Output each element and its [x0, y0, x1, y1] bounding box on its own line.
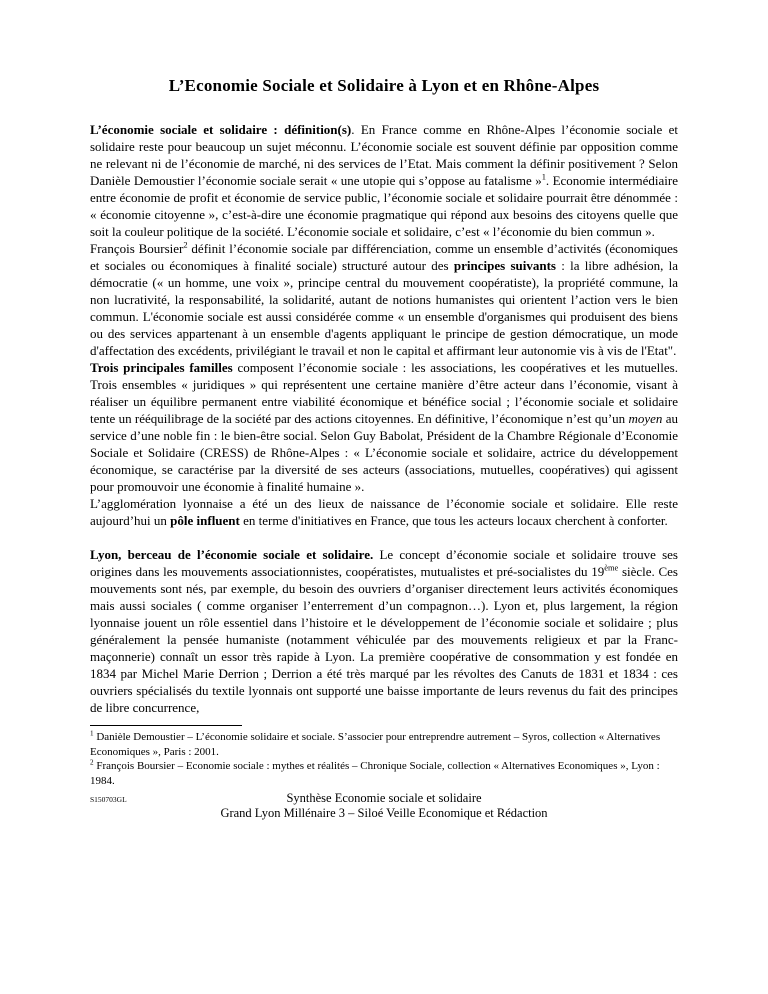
text-run: . En France comme en Rhône-Alpes l’économie sociale et solidaire reste pour beaucoup un sujet méconnu. L’économie sociale est souvent définie par opposition comme ne relevant ni de l’économie de marché, ni des services de l’Etat. Mais comment la définir positivement ? Selon Danièle Demoustier l’économie sociale serait « une utopie qui s’oppose au fatalisme »: [90, 122, 678, 188]
paragraph-agglomeration-lyonnaise: [90, 495, 678, 529]
text-run: Lyon, berceau de l’économie sociale et solidaire.: [90, 547, 374, 562]
text-run: composent l’économie sociale : les associations, les coopératives et les mutuelles. Trois ensembles « juridiques » qui représentent une certaine manière d’être acteur dans l’économie, visant à réaliser un équilibre permanent entre viabilité économique et bénéfice social ; l’économie sociale et solidaire tente un rééquilibrage de la société par des actions citoyennes. En définitive, l’économique n’est qu’un: [90, 360, 678, 426]
text-run: ème: [604, 562, 619, 573]
page-footer: [90, 791, 678, 821]
text-run: L’économie sociale et solidaire : définition(s): [90, 122, 352, 137]
text-run: Le concept d’économie sociale et solidaire trouve ses origines dans les mouvements associationnistes, coopératistes, mutualistes et pré-socialistes du 19: [90, 547, 678, 579]
footnotes-section: [90, 730, 678, 788]
footnote-2: [90, 759, 678, 788]
paragraph-trois-familles: [90, 359, 678, 495]
text-run: François Boursier – Economie sociale : mythes et réalités – Chronique Sociale, collection « Alternatives Economiques », Lyon : 1984.: [90, 760, 660, 787]
document-reference: S150703GL: [90, 795, 127, 804]
text-run: pôle influent: [170, 513, 240, 528]
footnote-1: [90, 730, 678, 759]
text-run: François Boursier: [90, 241, 184, 256]
text-run: principes suivants: [453, 258, 556, 273]
document-body: [90, 121, 678, 716]
text-run: siècle. Ces mouvements sont nés, par exemple, du besoin des ouvriers d’organiser directement leurs activités économiques mais aussi sociales ( comme organiser l’enterrement d’un compagnon…). Lyon et, plus largement, la région lyonnaise jouent un rôle essentiel dans l’histoire et le développement de l’économie sociale et solidaire ; plus généralement la pensée humaniste (notamment véhiculée par des mouvements religieux et par la Franc-maçonnerie) connaît un essor très rapide à Lyon. La première coopérative de consommation y est fondée en 1834 par Michel Marie Derrion ; Derrion a été très marqué par les révoltes des Canuts de 1831 et 1834 : ces ouvriers spécialisés du textile lyonnais ont supporté une baisse importante de leurs revenus du fait des principes de libre concurrence,: [90, 564, 678, 715]
text-run: en terme d'initiatives en France, que tous les acteurs locaux cherchent à conforter.: [239, 513, 668, 528]
text-run: 1: [90, 729, 94, 738]
text-run: : la libre adhésion, la démocratie (« un homme, une voix », principe central du mouvement coopératiste), la propriété commune, la non lucrativité, la responsabilité, la solidarité, autant de notions humanistes qui orientent l’action vers le bien commun. L'économie sociale est aussi considérée comme « un ensemble d'organismes qui produisent des biens ou des services appartenant à un ensemble d'agents appliquant le principe de gestion démocratique, un mode d'affectation des excédents, privilégiant le travail et non le capital et affirmant leur autonomie vis à vis de l'Etat".: [90, 258, 678, 358]
text-run: au service d’une noble fin : le bien-être social. Selon Guy Babolat, Président de la Chambre Régionale d’Economie Sociale et Solidaire (CRESS) de Rhône-Alpes : « L’économie sociale et solidaire, actrice du développement économique, se caractérise par la diversité de ses acteurs (associations, mutuelles, coopératives) qui agissent pour promouvoir une économie à finalité humaine ».: [90, 411, 678, 494]
document-title: L’Economie Sociale et Solidaire à Lyon et en Rhône-Alpes: [168, 76, 600, 95]
footnote-separator: [90, 725, 242, 726]
footer-line-1: Synthèse Economie sociale et solidaire: [286, 791, 482, 805]
text-run: Trois principales familles: [90, 360, 233, 375]
text-run: définit l’économie sociale par différenciation, comme un ensemble d’activités (économiques et sociales ou économiques à finalité sociale) structuré autour des: [90, 241, 678, 273]
paragraph-lyon-berceau: [90, 546, 678, 716]
text-run: 2: [183, 239, 188, 250]
paragraph-boursier-principes: [90, 240, 678, 359]
text-run: L’agglomération lyonnaise a été un des lieux de naissance de l’économie sociale et solidaire. Elle reste aujourd’hui un: [90, 496, 678, 528]
text-run: . Economie intermédiaire entre économie de profit et économie de service public, l’économie sociale et solidaire pourrait être dénommée : « économie citoyenne », c’est-à-dire une économie pragmatique qui répond aux besoins des citoyens quelle que soit la couleur politique de la société. L’économie sociale et solidaire, c’est « l’économie du bien commun ».: [90, 173, 678, 239]
text-run: moyen: [628, 411, 663, 426]
text-run: Danièle Demoustier – L’économie solidaire et sociale. S’associer pour entreprendre autrement – Syros, collection « Alternatives Economiques », Paris : 2001.: [90, 731, 661, 758]
paragraph-definitions: [90, 121, 678, 240]
text-run: 1: [541, 171, 546, 182]
text-run: 2: [90, 758, 94, 767]
footer-line-2: Grand Lyon Millénaire 3 – Siloé Veille Economique et Rédaction: [220, 806, 548, 820]
